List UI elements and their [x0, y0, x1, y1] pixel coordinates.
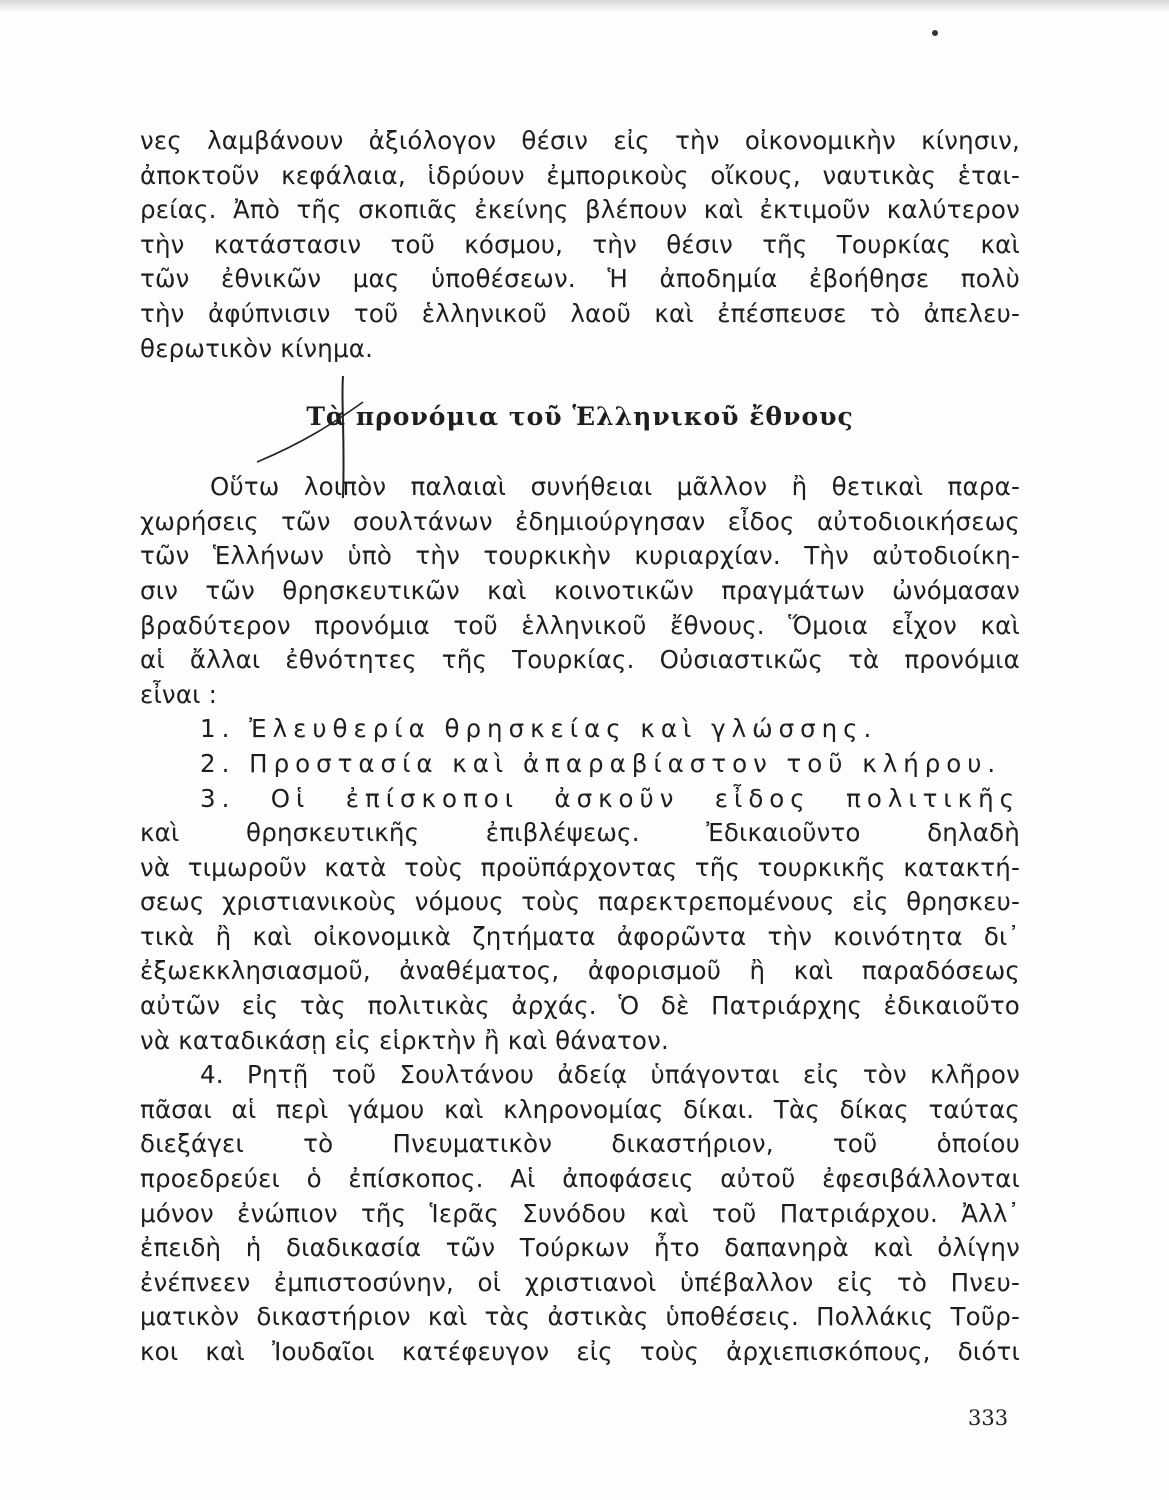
- text-line: ματικὸν δικαστήριον καὶ τὰς ἀστικὰς ὑποθέσεις. Πολλάκις Τοῦρ-: [140, 1302, 1020, 1332]
- text-line: ρείας. Ἀπὸ τῆς σκοπιᾶς ἐκείνης βλέπουν καὶ ἐκτιμοῦν καλύτερον: [140, 195, 1020, 225]
- text-line: μόνον ἐνώπιον τῆς Ἱερᾶς Συνόδου καὶ τοῦ Πατριάρχου. Ἀλλ᾽: [140, 1198, 1020, 1228]
- text-line: 3. Οἱ ἐπίσκοποι ἀσκοῦν εἶδος πολιτικῆς: [200, 783, 1020, 813]
- list-item-3: [140, 782, 1020, 1059]
- text-line: ἐξωεκκλησιασμοῦ, ἀναθέματος, ἀφορισμοῦ ἢ καὶ παραδόσεως: [140, 956, 1020, 986]
- text-line: ἐνέπνεεν ἐμπιστοσύνην, οἱ χριστιανοὶ ὑπέβαλλον εἰς τὸ Πνευ-: [140, 1267, 1020, 1297]
- paragraph-emigration: [140, 124, 1020, 366]
- text-line: τῶν Ἑλλήνων ὑπὸ τὴν τουρκικὴν κυριαρχίαν. Τὴν αὐτοδιοίκη-: [140, 541, 1020, 571]
- text-line: νὰ τιμωροῦν κατὰ τοὺς προϋπάρχοντας τῆς τουρκικῆς κατακτή-: [140, 852, 1020, 882]
- text-line: χωρήσεις τῶν σουλτάνων ἐδημιούργησαν εἶδος αὐτοδιοικήσεως: [140, 506, 1020, 536]
- list-item-4: [140, 1058, 1020, 1369]
- text-line: τῶν ἐθνικῶν μας ὑποθέσεων. Ἡ ἀποδημία ἐβοήθησε πολὺ: [140, 264, 1020, 294]
- text-line: τικὰ ἢ καὶ οἰκονομικὰ ζητήματα ἀφορῶντα τὴν κοινότητα δι᾽: [140, 921, 1020, 951]
- page-number: 333: [968, 1406, 1009, 1430]
- list-item-1: 1. Ἐλευθερία θρησκείας καὶ γλώσσης.: [200, 714, 878, 744]
- section-heading: Τὰ προνόμια τοῦ Ἑλληνικοῦ ἔθνους: [306, 402, 854, 432]
- text-line: κοι καὶ Ἰουδαῖοι κατέφευγον εἰς τοὺς ἀρχιεπισκόπους, διότι: [140, 1337, 1020, 1366]
- scan-edge: [0, 0, 1169, 12]
- ink-speck: [932, 30, 938, 36]
- text-line: αὐτῶν εἰς τὰς πολιτικὰς ἀρχάς. Ὁ δὲ Πατριάρχης ἐδικαιοῦτο: [140, 991, 1020, 1021]
- text-line: ἀποκτοῦν κεφάλαια, ἱδρύουν ἐμπορικοὺς οἴκους, ναυτικὰς ἑται-: [140, 160, 1020, 190]
- list-item-2: 2. Προστασία καὶ ἀπαραβίαστον τοῦ κλήρου.: [200, 748, 1002, 778]
- text-line: ἐπειδὴ ἡ διαδικασία τῶν Τούρκων ἦτο δαπανηρὰ καὶ ὀλίγην: [140, 1233, 1020, 1263]
- text-line: προεδρεύει ὁ ἐπίσκοπος. Αἱ ἀποφάσεις αὐτοῦ ἐφεσιβάλλονται: [140, 1164, 1020, 1194]
- text-line: νες λαμβάνουν ἀξιόλογον θέσιν εἰς τὴν οἰκονομικὴν κίνησιν,: [140, 126, 1020, 155]
- text-line: νὰ καταδικάσῃ εἰς εἱρκτὴν ἢ καὶ θάνατον.: [140, 1025, 669, 1055]
- document-page: [140, 124, 1020, 1370]
- text-line: Οὕτω λοιπὸν παλαιαὶ συνήθειαι μᾶλλον ἢ θετικαὶ παρα-: [210, 472, 1020, 502]
- text-line: πᾶσαι αἱ περὶ γάμου καὶ κληρονομίας δίκαι. Τὰς δίκας ταύτας: [140, 1094, 1020, 1124]
- paragraph-privileges: [140, 470, 1020, 712]
- text-line: διεξάγει τὸ Πνευματικὸν δικαστήριον, τοῦ ὁποίου: [140, 1129, 1020, 1159]
- text-line: τὴν ἀφύπνισιν τοῦ ἑλληνικοῦ λαοῦ καὶ ἐπέσπευσε τὸ ἀπελευ-: [140, 298, 1020, 328]
- text-line: σιν τῶν θρησκευτικῶν καὶ κοινοτικῶν πραγμάτων ὠνόμασαν: [140, 575, 1020, 605]
- text-line: εἶναι :: [140, 679, 218, 709]
- text-line: τὴν κατάστασιν τοῦ κόσμου, τὴν θέσιν τῆς Τουρκίας καὶ: [140, 229, 1020, 259]
- text-line: σεως χριστιανικοὺς νόμους τοὺς παρεκτρεπομένους εἰς θρησκευ-: [140, 887, 1020, 917]
- text-line: θερωτικὸν κίνημα.: [140, 333, 374, 363]
- text-line: 4. Ρητῇ τοῦ Σουλτάνου ἀδείᾳ ὑπάγονται εἰς τὸν κλῆρον: [200, 1060, 1020, 1090]
- text-line: αἱ ἄλλαι ἐθνότητες τῆς Τουρκίας. Οὐσιαστικῶς τὰ προνόμια: [140, 645, 1020, 675]
- text-line: βραδύτερον προνόμια τοῦ ἑλληνικοῦ ἔθνους. Ὅμοια εἶχον καὶ: [140, 610, 1020, 640]
- text-line: καὶ θρησκευτικῆς ἐπιβλέψεως. Ἐδικαιοῦντο δηλαδὴ: [140, 818, 1020, 848]
